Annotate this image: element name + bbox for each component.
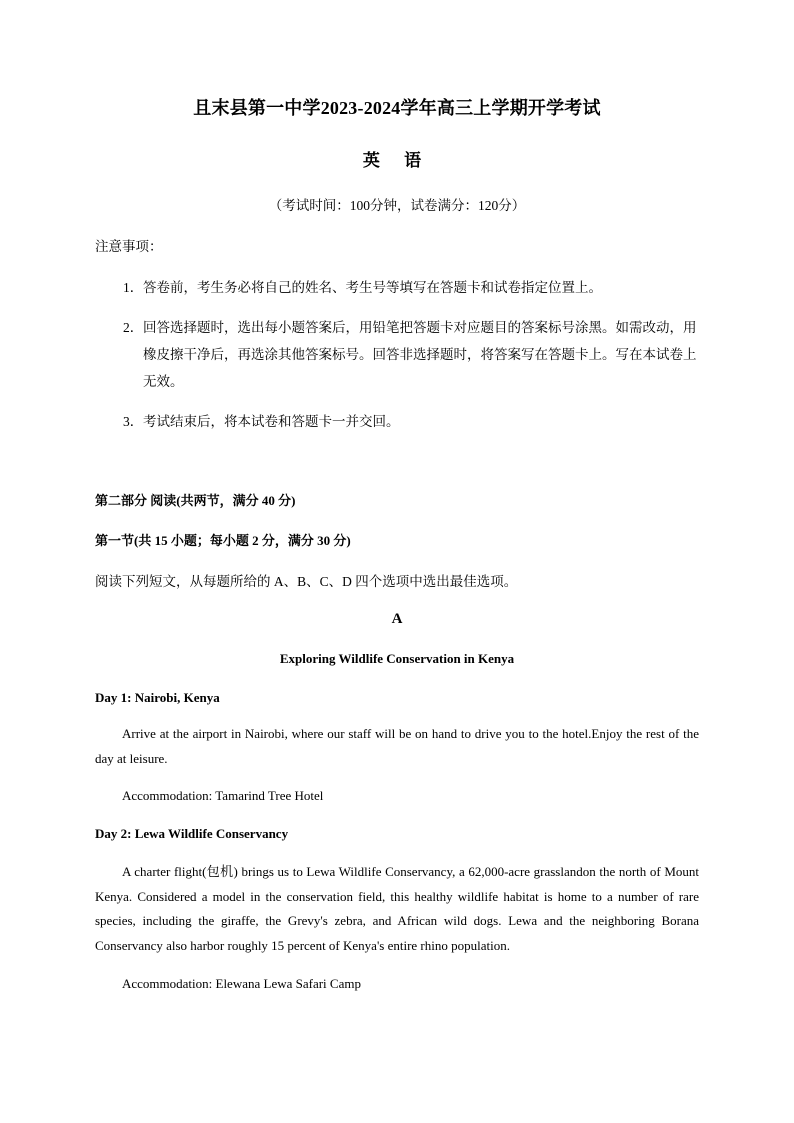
day-heading: Day 1: Nairobi, Kenya xyxy=(95,690,220,705)
notice-item xyxy=(123,314,699,395)
reading-instruction: 阅读下列短文，从每题所给的 A、B、C、D 四个选项中选出最佳选项。 xyxy=(95,574,518,589)
accommodation-line: Accommodation: Tamarind Tree Hotel xyxy=(122,788,324,803)
notice-item-text: 回答选择题时，选出每小题答案后，用铅笔把答题卡对应题目的答案标号涂黑。如需改动，用橡皮擦干净后，再选涂其他答案标号。回答非选择题时，将答案写在答题卡上。写在本试卷上无效。 xyxy=(143,320,697,389)
notice-item xyxy=(123,274,699,301)
notice-item-number: 2． xyxy=(123,320,144,335)
accommodation-line: Accommodation: Elewana Lewa Safari Camp xyxy=(122,976,361,991)
passage-title: Exploring Wildlife Conservation in Kenya xyxy=(279,651,515,666)
passage-letter: A xyxy=(391,611,403,627)
notice-item-text: 考试结束后，将本试卷和答题卡一并交回。 xyxy=(143,414,400,429)
notice-item-number: 3． xyxy=(123,414,144,429)
part-two-heading: 第二部分 阅读(共两节，满分 40 分) xyxy=(95,493,296,508)
notice-heading: 注意事项： xyxy=(95,239,163,254)
day-paragraph: A charter flight(包机) brings us to Lewa Wildlife Conservancy, a 62,000-acre grasslandon the north of Mount Kenya. Considered a model in the conservation field, this healthy wildlife habitat is home to a number of rare species, including the giraffe, the Grevy's zebra, and African wild dogs. Lewa and the neighboring Borana Conservancy also harbor roughly 15 percent of Kenya's entire rhino population. xyxy=(95,864,699,953)
notice-item-number: 1． xyxy=(123,280,144,295)
exam-info: （考试时间：100分钟，试卷满分：120分） xyxy=(268,198,526,213)
section-one-heading: 第一节(共 15 小题；每小题 2 分，满分 30 分) xyxy=(95,533,351,548)
notice-list xyxy=(123,274,699,448)
exam-page xyxy=(95,0,699,1123)
notice-item-text: 答卷前，考生务必将自己的姓名、考生号等填写在答题卡和试卷指定位置上。 xyxy=(143,280,602,295)
exam-title: 且末县第一中学2023-2024学年高三上学期开学考试 xyxy=(193,98,601,118)
day-paragraph: Arrive at the airport in Nairobi, where our staff will be on hand to drive you to the hotel.Enjoy the rest of the day at leisure. xyxy=(95,726,699,766)
subject-heading: 英 语 xyxy=(362,151,432,170)
day-heading: Day 2: Lewa Wildlife Conservancy xyxy=(95,826,289,841)
notice-item xyxy=(123,408,699,435)
